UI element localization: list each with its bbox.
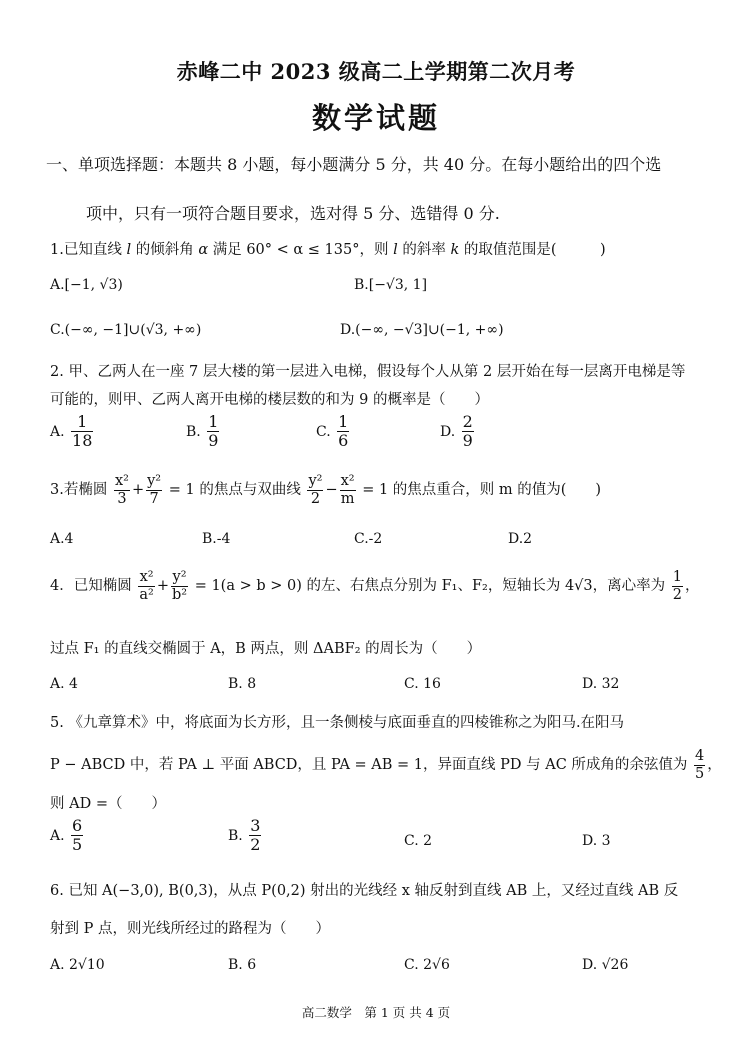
denominator: 9 bbox=[462, 431, 473, 451]
page-footer: 高二数学 第 1 页 共 4 页 bbox=[301, 1005, 451, 1020]
question-5-line1: 5. 《九章算术》中，将底面为长方形，且一条侧棱与底面垂直的四棱锥称之为阳马.在阳马 bbox=[50, 715, 625, 731]
q2-d-label: D. bbox=[440, 423, 456, 440]
question-4-line2: 过点 F₁ 的直线交椭圆于 A，B 两点，则 ΔABF₂ 的周长为（ ） bbox=[50, 641, 482, 657]
q5-b-fraction bbox=[249, 817, 261, 855]
denominator: 7 bbox=[149, 490, 159, 507]
question-2-line2: 可能的，则甲、乙两人离开电梯的楼层数的和为 9 的概率是（ ） bbox=[50, 392, 489, 408]
minus-sign: − bbox=[325, 482, 338, 499]
question-6-line2: 射到 P 点，则光线所经过的路程为（ ） bbox=[50, 921, 330, 937]
q1-option-d[interactable]: D.(−∞, −√3]∪(−1, +∞) bbox=[340, 322, 504, 338]
numerator: 1 bbox=[71, 413, 93, 432]
q6-option-c[interactable]: C. 2√6 bbox=[404, 957, 450, 973]
denominator: 18 bbox=[72, 431, 93, 451]
q3-option-c[interactable]: C.-2 bbox=[354, 531, 383, 547]
denominator: m bbox=[340, 490, 355, 507]
denominator: 2 bbox=[310, 490, 321, 507]
q4-text: 4．已知椭圆 bbox=[50, 578, 132, 595]
question-5-line2 bbox=[50, 748, 722, 782]
q4-option-a[interactable]: A. 4 bbox=[50, 676, 78, 692]
q5-a-fraction bbox=[71, 817, 83, 855]
numerator: 6 bbox=[72, 816, 83, 835]
q2-option-a[interactable] bbox=[50, 413, 95, 451]
q5-cosine-fraction bbox=[694, 748, 705, 782]
denominator: 5 bbox=[72, 835, 83, 855]
question-2-line1: 2. 甲、乙两人在一座 7 层大楼的第一层进入电梯，假设每个人从第 2 层开始在每一层离开电梯是等 bbox=[50, 364, 686, 380]
q5-a-label: A. bbox=[50, 827, 65, 844]
denominator: 5 bbox=[695, 765, 705, 782]
q2-option-c[interactable] bbox=[316, 413, 351, 451]
denominator: 3 bbox=[117, 490, 127, 507]
q2-option-b[interactable] bbox=[186, 413, 221, 451]
denominator: 9 bbox=[208, 431, 219, 451]
q2-b-label: B. bbox=[186, 423, 201, 440]
numerator: x² bbox=[340, 473, 355, 489]
q5-option-d[interactable]: D. 3 bbox=[582, 833, 611, 849]
q4-eccentricity-fraction bbox=[672, 569, 683, 603]
q1-var-k: k bbox=[450, 242, 460, 258]
q5-option-c[interactable]: C. 2 bbox=[404, 833, 433, 849]
q5-text: P − ABCD 中，若 PA ⊥ 平面 ABCD，且 PA = AB = 1，异面直线 PD 与 AC 所成角的余弦值为 bbox=[50, 757, 688, 774]
q1-text: 的取值范围是( ) bbox=[459, 242, 606, 258]
q4-ellipse-term-x bbox=[138, 569, 154, 603]
q6-option-d[interactable]: D. √26 bbox=[582, 957, 629, 973]
section-instructions-line2: 项中，只有一项符合题目要求，选对得 5 分、选错得 0 分. bbox=[86, 204, 500, 223]
q1-option-c[interactable]: C.(−∞, −1]∪(√3, +∞) bbox=[50, 322, 202, 338]
plus-sign: + bbox=[131, 482, 145, 499]
numerator: 4 bbox=[695, 748, 705, 764]
q3-text: = 1 的焦点重合，则 m 的值为( ) bbox=[362, 482, 602, 499]
q2-a-label: A. bbox=[50, 423, 65, 440]
denominator: a² bbox=[139, 586, 154, 603]
q1-option-b[interactable]: B.[−√3, 1] bbox=[354, 277, 428, 293]
q1-option-a[interactable]: A.[−1, √3) bbox=[50, 277, 123, 293]
question-3-stem bbox=[50, 473, 712, 507]
q3-hyperbola-term-y bbox=[307, 473, 323, 507]
subject-title: 数学试题 bbox=[311, 101, 440, 135]
numerator: 2 bbox=[462, 412, 473, 431]
q3-option-b[interactable]: B.-4 bbox=[202, 531, 231, 547]
q1-var-alpha: α bbox=[198, 242, 209, 258]
q3-text: 3.若椭圆 bbox=[50, 482, 108, 499]
q5-option-a[interactable] bbox=[50, 817, 85, 855]
q1-text: 1.已知直线 bbox=[50, 242, 127, 258]
q5-option-b[interactable] bbox=[228, 817, 263, 855]
q2-a-fraction bbox=[71, 413, 93, 451]
q4-text: = 1(a > b > 0) 的左、右焦点分别为 F₁、F₂，短轴长为 4√3，离心率为 bbox=[194, 578, 666, 595]
denominator: 2 bbox=[672, 586, 682, 603]
question-6-line1: 6. 已知 A(−3,0), B(0,3)，从点 P(0,2) 射出的光线经 x 轴反射到直线 AB 上，又经过直线 AB 反 bbox=[50, 883, 679, 899]
numerator: 1 bbox=[672, 569, 682, 585]
plus-sign: + bbox=[156, 578, 169, 595]
numerator: x² bbox=[139, 569, 154, 585]
numerator: 1 bbox=[338, 412, 349, 431]
numerator: y² bbox=[147, 473, 162, 489]
numerator: x² bbox=[114, 473, 129, 489]
q2-c-fraction bbox=[337, 413, 349, 451]
q1-text: 满足 60° < α ≤ 135°，则 bbox=[208, 242, 394, 258]
question-5-line3: 则 AD =（ ） bbox=[50, 796, 166, 812]
q3-option-d[interactable]: D.2 bbox=[508, 531, 533, 547]
q1-var-l: l bbox=[393, 242, 398, 258]
q4-option-c[interactable]: C. 16 bbox=[404, 676, 441, 692]
section-instructions-line1: 一、单项选择题：本题共 8 小题，每小题满分 5 分，共 40 分。在每小题给出的四个选 bbox=[46, 155, 662, 174]
q1-text: 的斜率 bbox=[397, 242, 451, 258]
q1-text: 的倾斜角 bbox=[131, 242, 199, 258]
q2-c-label: C. bbox=[316, 423, 331, 440]
q3-ellipse-term-y bbox=[146, 473, 162, 507]
q3-hyperbola-term-x bbox=[340, 473, 356, 507]
q3-text: = 1 的焦点与双曲线 bbox=[168, 482, 301, 499]
q4-text: ， bbox=[684, 578, 700, 595]
numerator: 3 bbox=[250, 816, 261, 835]
denominator: 2 bbox=[250, 835, 261, 855]
q6-option-b[interactable]: B. 6 bbox=[228, 957, 257, 973]
q5-text: ， bbox=[707, 757, 722, 774]
q5-b-label: B. bbox=[228, 827, 243, 844]
q3-ellipse-term-x bbox=[114, 473, 130, 507]
q3-option-a[interactable]: A.4 bbox=[50, 531, 74, 547]
q2-b-fraction bbox=[207, 413, 219, 451]
q4-ellipse-term-y bbox=[171, 569, 188, 603]
denominator: 6 bbox=[338, 431, 349, 451]
numerator: y² bbox=[172, 569, 187, 585]
numerator: 1 bbox=[208, 412, 219, 431]
q6-option-a[interactable]: A. 2√10 bbox=[50, 957, 105, 973]
denominator: b² bbox=[171, 586, 188, 603]
question-1-stem bbox=[50, 238, 712, 259]
q4-option-d[interactable]: D. 32 bbox=[582, 676, 620, 692]
q2-option-d[interactable] bbox=[440, 413, 476, 451]
numerator: y² bbox=[308, 473, 323, 489]
exam-header-title: 赤峰二中 2023 级高二上学期第二次月考 bbox=[176, 59, 576, 84]
question-4-line1 bbox=[50, 569, 712, 603]
q4-option-b[interactable]: B. 8 bbox=[228, 676, 257, 692]
q2-d-fraction bbox=[462, 413, 474, 451]
q1-var-l: l bbox=[126, 242, 132, 258]
